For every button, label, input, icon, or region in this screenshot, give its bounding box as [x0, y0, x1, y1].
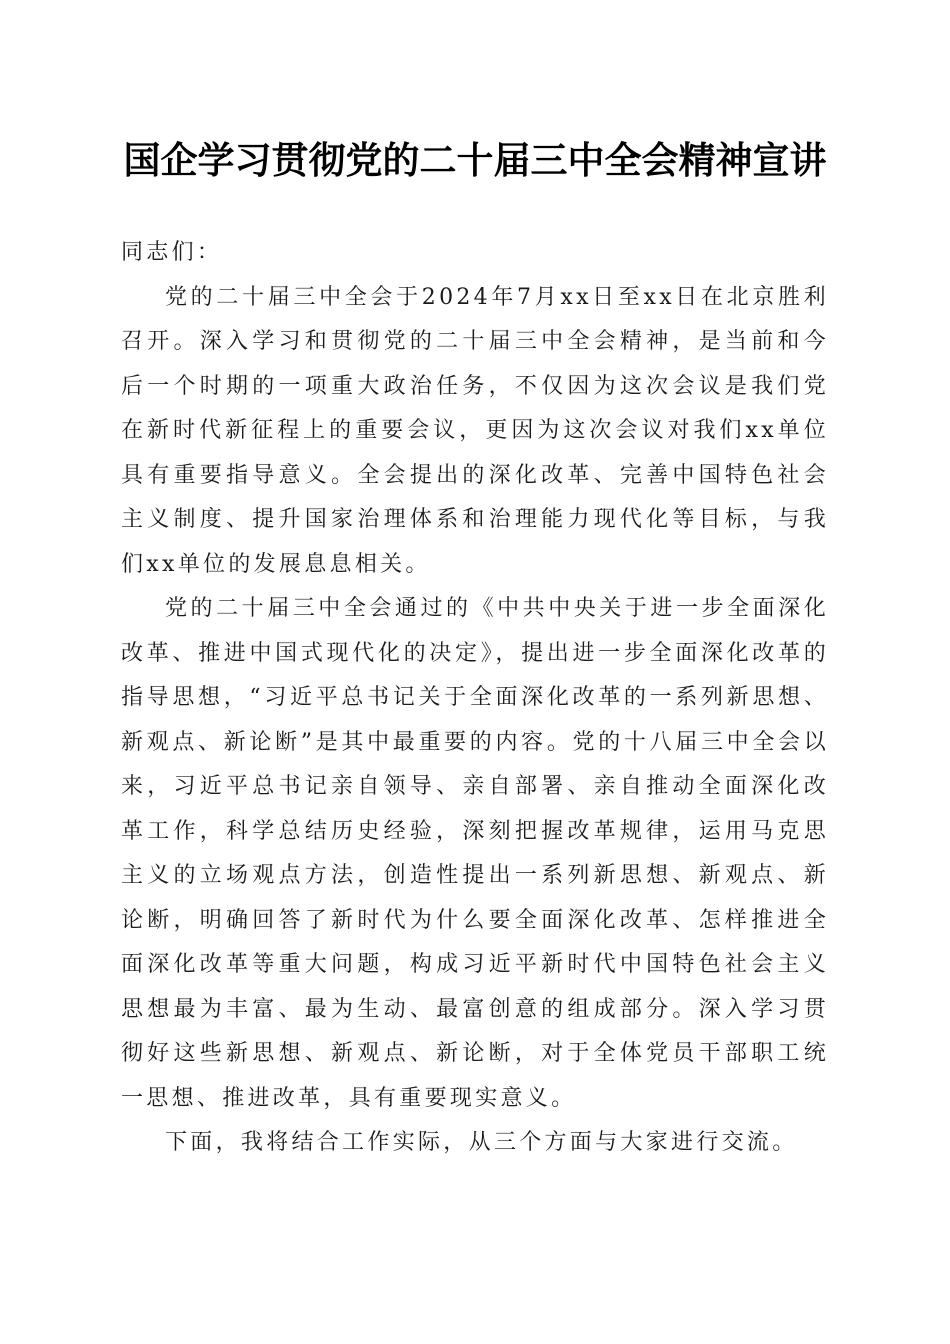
- paragraph-2: 党的二十届三中全会通过的《中共中央关于进一步全面深化改革、推进中国式现代化的决定》，提出进一步全面深化改革的指导思想，“习近平总书记关于全面深化改革的一系列新思想、新观点、新论断”是其中最重要的内容。党的十八届三中全会以来，习近平总书记亲自领导、亲自部署、亲自推动全面深化改革工作，科学总结历史经验，深刻把握改革规律，运用马克思主义的立场观点方法，创造性提出一系列新思想、新观点、新论断，明确回答了新时代为什么要全面深化改革、怎样推进全面深化改革等重大问题，构成习近平新时代中国特色社会主义思想最为丰富、最为生动、最富创意的组成部分。深入学习贯彻好这些新思想、新观点、新论断，对于全体党员干部职工统一思想、推进改革，具有重要现实意义。: [121, 596, 829, 1111]
- document-title: 国企学习贯彻党的二十届三中全会精神宣讲: [123, 138, 827, 182]
- paragraph-1: 党的二十届三中全会于2024年7月xx日至xx日在北京胜利召开。深入学习和贯彻党的二十届三中全会精神，是当前和今后一个时期的一项重大政治任务，不仅因为这次会议是我们党在新时代新征程上的重要会议，更因为这次会议对我们xx单位具有重要指导意义。全会提出的深化改革、完善中国特色社会主义制度、提升国家治理体系和治理能力现代化等目标，与我们xx单位的发展息息相关。: [121, 284, 829, 577]
- paragraph-3: 下面，我将结合工作实际，从三个方面与大家进行交流。: [165, 1130, 798, 1155]
- salutation: 同志们：: [121, 240, 223, 265]
- document-body: [121, 231, 829, 1166]
